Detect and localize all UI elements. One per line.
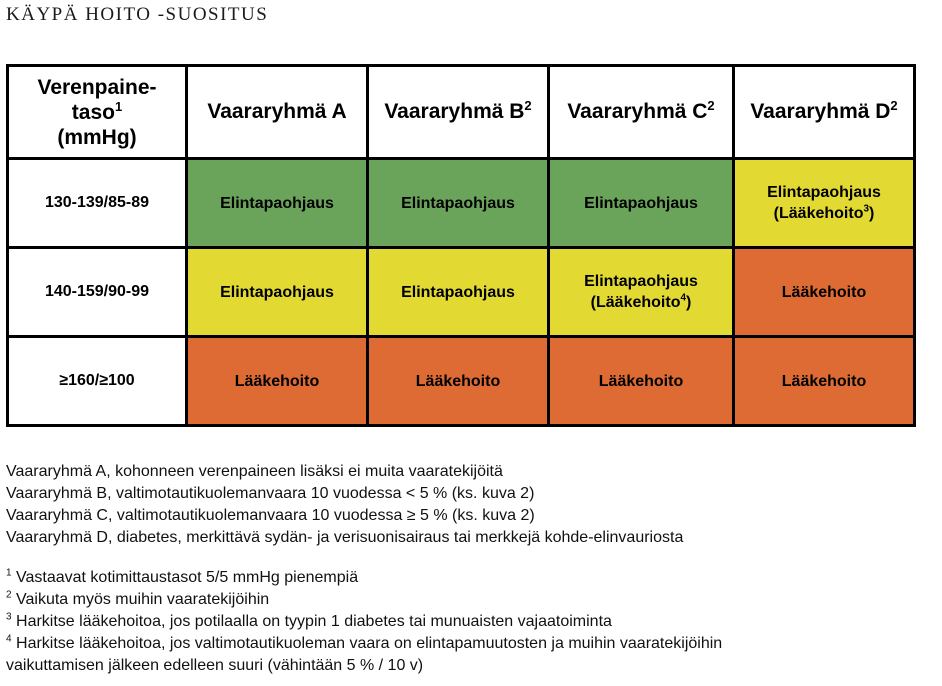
definition-line: Vaararyhmä B, valtimotautikuolemanvaara 10 vuodessa < 5 % (ks. kuva 2) bbox=[6, 485, 535, 502]
group-header-b bbox=[368, 66, 549, 159]
group-header-c bbox=[549, 66, 734, 159]
bp-header-sup: 1 bbox=[114, 98, 123, 114]
bp-level-cell: 140-159/90-99 bbox=[8, 248, 187, 337]
treatment-cell bbox=[549, 248, 734, 337]
treatment-cell bbox=[187, 159, 368, 248]
recommendation-table bbox=[6, 64, 916, 427]
footnote-number: 1 bbox=[6, 567, 12, 579]
table-row bbox=[8, 159, 915, 248]
bp-level-header bbox=[8, 66, 187, 159]
close-paren: ) bbox=[685, 294, 692, 311]
group-c-sup: 2 bbox=[707, 98, 715, 113]
footnote-text: Harkitse lääkehoitoa, jos valtimotautikuoleman vaara on elintapamuutosten ja muihin vaaratekijöihin bbox=[11, 635, 723, 652]
treatment-cell bbox=[187, 248, 368, 337]
bp-header-line3: (mmHg) bbox=[57, 125, 137, 149]
treatment-cell bbox=[368, 248, 549, 337]
treatment-subtext: (Lääkehoito bbox=[773, 205, 864, 222]
definition-line: Vaararyhmä D, diabetes, merkittävä sydän- ja verisuonisairaus tai merkkejä kohde-elinvauriosta bbox=[6, 529, 684, 546]
footnote-text: Vastaavat kotimittaustasot 5/5 mmHg pienempiä bbox=[11, 569, 359, 586]
bp-level-cell: ≥160/≥100 bbox=[8, 337, 187, 426]
table-row bbox=[8, 248, 915, 337]
treatment-sup: 3 bbox=[863, 203, 869, 215]
treatment-text: Elintapaohjaus bbox=[401, 194, 515, 212]
treatment-text: Lääkehoito bbox=[234, 372, 320, 390]
treatment-cell bbox=[734, 248, 915, 337]
group-d-sup: 2 bbox=[890, 98, 898, 113]
footnote bbox=[6, 589, 722, 611]
treatment-cell bbox=[734, 159, 915, 248]
treatment-text: Lääkehoito bbox=[415, 372, 501, 390]
table-row bbox=[8, 337, 915, 426]
brand-title: KÄYPÄ HOITO -SUOSITUS bbox=[6, 4, 269, 25]
definition-line: Vaararyhmä C, valtimotautikuolemanvaara 10 vuodessa ≥ 5 % (ks. kuva 2) bbox=[6, 507, 535, 524]
footnote bbox=[6, 633, 722, 655]
treatment-subtext: (Lääkehoito bbox=[590, 294, 681, 311]
treatment-sup: 4 bbox=[680, 292, 686, 304]
group-b-label: Vaararyhmä B bbox=[384, 100, 525, 123]
treatment-text: Elintapaohjaus bbox=[220, 283, 334, 301]
group-d-label: Vaararyhmä D bbox=[750, 100, 891, 123]
bp-level-cell: 130-139/85-89 bbox=[8, 159, 187, 248]
footnote-text: Vaikuta myös muihin vaaratekijöihin bbox=[11, 591, 270, 608]
treatment-cell bbox=[368, 159, 549, 248]
footnote-number: 4 bbox=[6, 633, 12, 645]
group-a-label: Vaararyhmä A bbox=[207, 100, 347, 123]
footnote-text: Harkitse lääkehoitoa, jos potilaalla on tyypin 1 diabetes tai munuaisten vajaatoiminta bbox=[11, 613, 612, 630]
treatment-text: Elintapaohjaus bbox=[401, 283, 515, 301]
footnote-number: 2 bbox=[6, 589, 12, 601]
treatment-text: Elintapaohjaus bbox=[584, 273, 698, 290]
group-c-label: Vaararyhmä C bbox=[567, 100, 708, 123]
group-header-d bbox=[734, 66, 915, 159]
treatment-text: Lääkehoito bbox=[598, 372, 684, 390]
footnotes bbox=[6, 567, 722, 677]
footnote-number: 3 bbox=[6, 611, 12, 623]
footnote bbox=[6, 567, 722, 589]
treatment-text: Elintapaohjaus bbox=[767, 184, 881, 201]
footnote bbox=[6, 611, 722, 633]
treatment-text: Lääkehoito bbox=[781, 283, 867, 301]
treatment-text: Lääkehoito bbox=[781, 372, 867, 390]
treatment-cell bbox=[734, 337, 915, 426]
close-paren: ) bbox=[868, 205, 875, 222]
footnote-text: vaikuttamisen jälkeen edelleen suuri (vähintään 5 % / 10 v) bbox=[6, 657, 424, 674]
treatment-cell bbox=[549, 337, 734, 426]
bp-header-line1: Verenpaine- bbox=[37, 75, 157, 99]
treatment-text: Elintapaohjaus bbox=[584, 194, 698, 212]
risk-group-definitions bbox=[6, 461, 683, 549]
treatment-text: Elintapaohjaus bbox=[220, 194, 334, 212]
treatment-cell bbox=[549, 159, 734, 248]
group-header-a bbox=[187, 66, 368, 159]
treatment-cell bbox=[368, 337, 549, 426]
footnote-continuation bbox=[6, 655, 722, 677]
group-b-sup: 2 bbox=[524, 98, 532, 113]
bp-header-line2: taso bbox=[71, 100, 115, 124]
definition-line: Vaararyhmä A, kohonneen verenpaineen lisäksi ei muita vaaratekijöitä bbox=[6, 463, 503, 480]
header-row bbox=[8, 66, 915, 159]
treatment-cell bbox=[187, 337, 368, 426]
